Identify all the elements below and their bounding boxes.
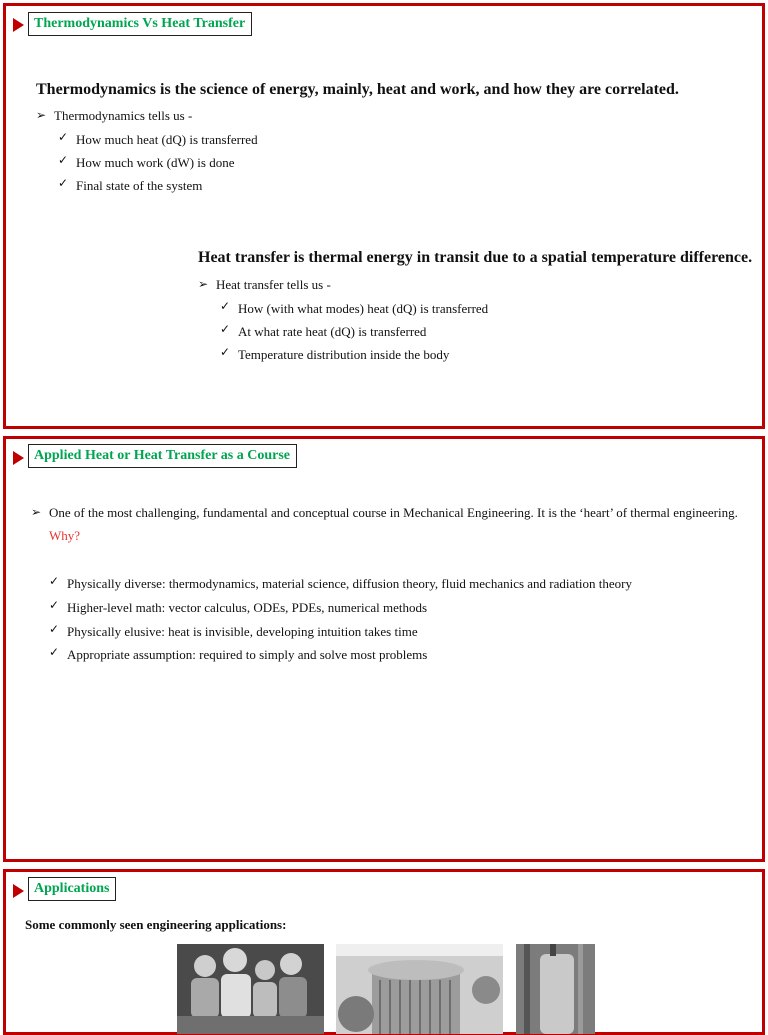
course-item: Higher-level math: vector calculus, ODEs, PDEs, numerical methods: [67, 600, 428, 615]
thermo-item: Final state of the system: [76, 178, 203, 193]
red-triangle-icon: [13, 451, 24, 465]
slide-thermo-vs-heat-transfer: [3, 3, 765, 429]
slide-title: Applications: [28, 877, 116, 901]
slide-title: Applied Heat or Heat Transfer as a Course: [28, 444, 297, 468]
children-photo-drawing: [177, 944, 324, 1034]
check-icon: ✓: [49, 574, 60, 588]
check-icon: ✓: [220, 322, 231, 336]
check-icon: ✓: [58, 153, 69, 167]
air-conditioner-photo: [336, 944, 503, 1034]
arrow-bullet-icon: ➢: [198, 277, 209, 291]
ht-heading: Heat transfer is thermal energy in transit due to a spatial temperature difference.: [198, 249, 753, 266]
course-intro: One of the most challenging, fundamental and conceptual course in Mechanical Engineering. It is the ‘heart’ of thermal engineering.: [49, 505, 738, 520]
course-item: Physically diverse: thermodynamics, material science, diffusion theory, fluid mechanics and radiation theory: [67, 576, 632, 591]
check-icon: ✓: [49, 598, 60, 612]
ht-intro: Heat transfer tells us -: [216, 277, 331, 292]
arrow-bullet-icon: ➢: [31, 505, 42, 519]
ht-item: At what rate heat (dQ) is transferred: [238, 324, 427, 339]
thermo-heading: Thermodynamics is the science of energy, mainly, heat and work, and how they are correlated.: [36, 81, 679, 98]
applications-subtitle: Some commonly seen engineering applications:: [25, 917, 287, 932]
ht-item: How (with what modes) heat (dQ) is transferred: [238, 301, 489, 316]
course-item: Appropriate assumption: required to simply and solve most problems: [67, 647, 428, 662]
arrow-bullet-icon: ➢: [36, 108, 47, 122]
check-icon: ✓: [58, 130, 69, 144]
red-triangle-icon: [13, 18, 24, 32]
air-conditioner-drawing: [336, 944, 503, 1034]
water-heater-photo: [516, 944, 595, 1034]
check-icon: ✓: [220, 299, 231, 313]
ht-item: Temperature distribution inside the body: [238, 347, 450, 362]
check-icon: ✓: [220, 345, 231, 359]
check-icon: ✓: [58, 176, 69, 190]
children-photo: [177, 944, 324, 1034]
why-text: Why?: [49, 528, 81, 543]
slide-title: Thermodynamics Vs Heat Transfer: [28, 12, 252, 36]
check-icon: ✓: [49, 622, 60, 636]
red-triangle-icon: [13, 884, 24, 898]
slide-applied-heat-course: [3, 436, 765, 862]
check-icon: ✓: [49, 645, 60, 659]
thermo-intro: Thermodynamics tells us -: [54, 108, 193, 123]
course-item: Physically elusive: heat is invisible, developing intuition takes time: [67, 624, 418, 639]
thermo-item: How much work (dW) is done: [76, 155, 235, 170]
slide-applications: [3, 869, 765, 1035]
water-heater-drawing: [516, 944, 595, 1034]
thermo-item: How much heat (dQ) is transferred: [76, 132, 258, 147]
